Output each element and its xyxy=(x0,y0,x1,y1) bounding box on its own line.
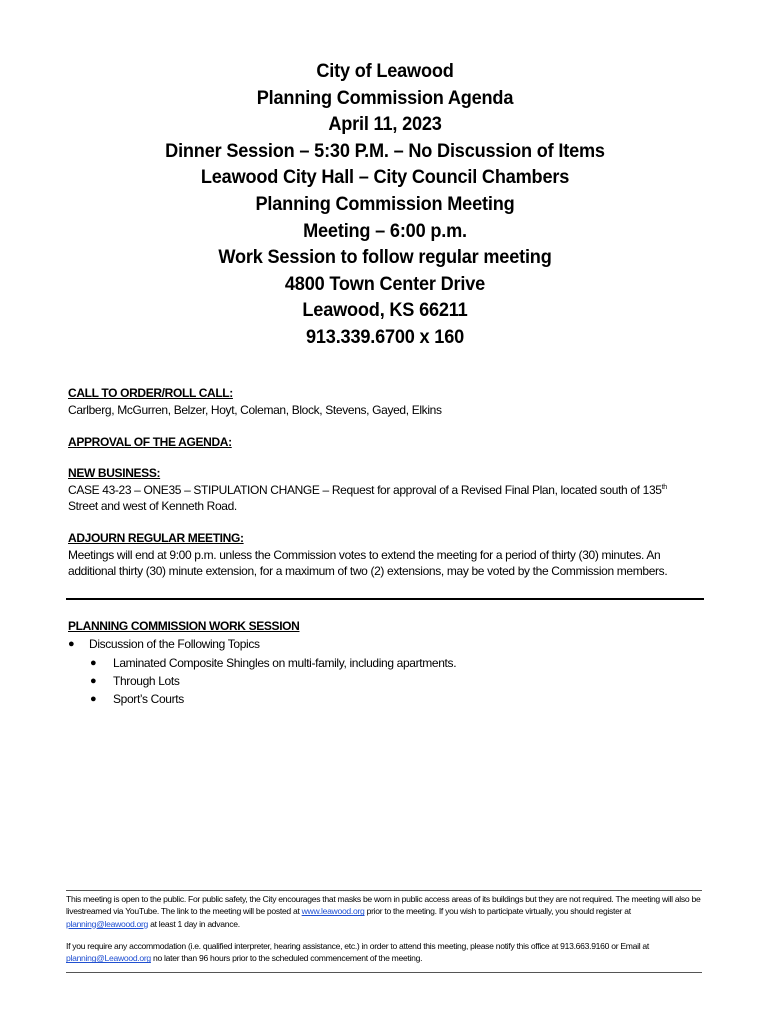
approval-section xyxy=(68,434,708,451)
bullet-icon: ● xyxy=(90,656,97,669)
header-address: 4800 Town Center Drive xyxy=(284,272,486,295)
adjourn-section xyxy=(68,530,708,580)
footer-public-notice xyxy=(66,893,706,930)
call-to-order-label: CALL TO ORDER/ROLL CALL: xyxy=(68,386,233,400)
new-business-case xyxy=(68,482,708,499)
accommodation-text: If you require any accommodation (i.e. qualified interpreter, hearing assistance, etc.) in order to attend this meeting, please notify this office at 913.663.9160 or Email at xyxy=(66,941,649,951)
agenda-header xyxy=(0,58,770,351)
header-agenda-title: Planning Commission Agenda xyxy=(256,86,514,109)
register-email-link[interactable]: planning@leawood.org xyxy=(66,918,149,929)
header-meeting-title: Planning Commission Meeting xyxy=(255,192,515,215)
topic-item: Laminated Composite Shingles on multi-family, including apartments. xyxy=(113,655,457,670)
new-business-section xyxy=(68,465,708,515)
case-text-continued: Street and west of Kenneth Road. xyxy=(68,499,237,513)
list-item xyxy=(68,690,708,708)
topic-item: Through Lots xyxy=(113,673,180,688)
header-phone: 913.339.6700 x 160 xyxy=(305,325,465,348)
adjourn-text: Meetings will end at 9:00 p.m. unless the Commission votes to extend the meeting for a period of thirty (30) minutes. An additional thirty (30) minute extension, for a maximum of two (2) extensions, may be voted by the Commission members. xyxy=(68,547,668,578)
work-session-topic: Discussion of the Following Topics xyxy=(89,637,260,652)
header-dinner-session: Dinner Session – 5:30 P.M. – No Discussion of Items xyxy=(165,139,605,162)
list-item xyxy=(68,654,708,672)
footer-top-rule xyxy=(66,890,702,891)
section-divider xyxy=(66,598,704,600)
public-notice-text: This meeting is open to the public. For public safety, the City encourages that masks be worn in public access areas of its buildings but they are not required. The meeting will also be livestreamed via YouTube. The link to the meeting will be posted at xyxy=(66,894,701,917)
footer-bottom-rule xyxy=(66,972,702,973)
list-item xyxy=(68,635,708,653)
footer-accommodation-notice xyxy=(66,940,706,965)
bullet-icon: ● xyxy=(90,693,97,706)
header-city: City of Leawood xyxy=(316,60,454,82)
header-city-state-zip: Leawood, KS 66211 xyxy=(302,299,468,322)
work-session-section xyxy=(68,617,708,708)
header-work-session-note: Work Session to follow regular meeting xyxy=(218,246,552,269)
list-item xyxy=(68,672,708,690)
case-ordinal-suffix: th xyxy=(661,483,667,491)
website-link[interactable]: www.leawood.org xyxy=(301,906,365,917)
accommodation-email-link[interactable]: planning@Leawood.org xyxy=(66,953,151,964)
header-meeting-time: Meeting – 6:00 p.m. xyxy=(303,219,467,242)
public-notice-text-2: prior to the meeting. If you wish to participate virtually, you should register at xyxy=(364,906,631,917)
bullet-icon: ● xyxy=(90,674,97,687)
topic-item: Sport’s Courts xyxy=(113,692,184,707)
case-text: CASE 43-23 – ONE35 – STIPULATION CHANGE – Request for approval of a Revised Final Plan, located south of 135 xyxy=(68,482,662,497)
call-to-order-section xyxy=(68,385,708,418)
new-business-label: NEW BUSINESS: xyxy=(68,466,161,480)
header-date: April 11, 2023 xyxy=(328,113,442,136)
bullet-icon: ● xyxy=(68,638,75,651)
approval-label: APPROVAL OF THE AGENDA: xyxy=(68,435,232,449)
roll-call-names: Carlberg, McGurren, Belzer, Hoyt, Coleman, Block, Stevens, Gayed, Elkins xyxy=(68,402,442,417)
header-location: Leawood City Hall – City Council Chambers xyxy=(200,166,570,189)
adjourn-label: ADJOURN REGULAR MEETING: xyxy=(68,531,244,545)
accommodation-text-2: no later than 96 hours prior to the scheduled commencement of the meeting. xyxy=(150,953,423,964)
public-notice-text-3: at least 1 day in advance. xyxy=(148,918,240,929)
work-session-label: PLANNING COMMISSION WORK SESSION xyxy=(68,619,300,633)
